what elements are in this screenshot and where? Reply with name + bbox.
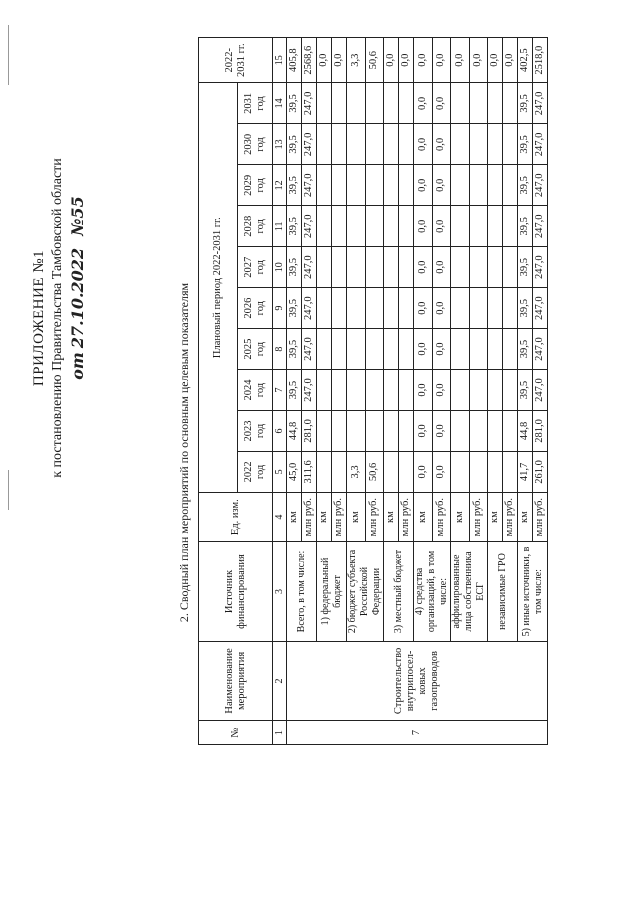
total-cell: 3,3 [347,38,366,83]
value-cell: 247,0 [302,370,317,411]
value-cell [503,124,518,165]
column-number: 1 [273,721,287,745]
value-cell: 50,6 [365,451,384,492]
table-row [451,38,470,745]
unit-cell: км [287,492,302,542]
value-cell: 41,7 [518,451,533,492]
value-cell [347,124,366,165]
value-cell: 3,3 [347,451,366,492]
value-cell: 39,5 [287,329,302,370]
value-cell [332,288,347,329]
value-cell [365,247,384,288]
value-cell: 0,0 [414,329,433,370]
total-cell: 0,0 [399,38,414,83]
value-cell: 281,0 [533,410,548,451]
value-cell: 39,5 [518,124,533,165]
value-cell [317,288,332,329]
value-cell [347,165,366,206]
header-year: 2024 год [238,370,273,411]
value-cell: 44,8 [287,410,302,451]
value-cell: 0,0 [432,288,451,329]
value-cell [384,370,399,411]
value-cell: 247,0 [533,247,548,288]
total-cell: 50,6 [365,38,384,83]
value-cell: 261,0 [533,451,548,492]
value-cell [488,247,503,288]
value-cell [332,247,347,288]
value-cell: 39,5 [287,370,302,411]
value-cell: 0,0 [432,410,451,451]
value-cell: 247,0 [302,329,317,370]
unit-cell: км [488,492,503,542]
value-cell [503,83,518,124]
section-title: 2. Сводный план мероприятий по основным целевым показателям [177,282,191,623]
value-cell [399,329,414,370]
value-cell [332,165,347,206]
date-prefix: от [68,352,87,380]
header-year: 2027 год [238,247,273,288]
value-cell [317,165,332,206]
header-year: 2030 год [238,124,273,165]
unit-cell: км [347,492,366,542]
value-cell [451,370,470,411]
value-cell [469,247,488,288]
value-cell: 0,0 [414,165,433,206]
value-cell: 0,0 [432,247,451,288]
header-year: 2026 год [238,288,273,329]
value-cell [503,288,518,329]
measure-name: Строительство внутрипосел-ковых газопроводов [287,641,548,721]
value-cell [347,288,366,329]
value-cell [332,206,347,247]
header-source: Источник финансирования [199,542,273,641]
value-cell [469,206,488,247]
value-cell [488,329,503,370]
unit-cell: млн руб. [365,492,384,542]
funding-source: 5) иные источники, в том числе: [518,542,548,641]
value-cell: 39,5 [518,370,533,411]
value-cell [384,247,399,288]
unit-cell: млн руб. [503,492,518,542]
row-number: 7 [287,721,548,745]
value-cell [332,124,347,165]
unit-cell: млн руб. [469,492,488,542]
value-cell [365,410,384,451]
value-cell: 39,5 [287,288,302,329]
appendix-subtitle: к постановлению Правительства Тамбовской области [50,158,65,478]
funding-source: 3) местный бюджет [384,542,414,641]
value-cell [488,165,503,206]
value-cell: 0,0 [432,124,451,165]
value-cell [503,329,518,370]
appendix-date-number [69,38,88,598]
total-cell: 0,0 [469,38,488,83]
value-cell: 247,0 [302,247,317,288]
column-number: 7 [273,370,287,411]
value-cell [317,329,332,370]
value-cell [317,451,332,492]
header-year: 2031 год [238,83,273,124]
value-cell: 247,0 [533,288,548,329]
total-cell: 2518,0 [533,38,548,83]
header-num: № [199,721,273,745]
column-number: 14 [273,83,287,124]
value-cell [488,410,503,451]
table-row [384,38,399,745]
value-cell: 44,8 [518,410,533,451]
unit-cell: км [518,492,533,542]
column-number: 8 [273,329,287,370]
column-number: 11 [273,206,287,247]
value-cell [347,329,366,370]
value-cell: 247,0 [302,288,317,329]
value-cell [399,206,414,247]
value-cell [332,83,347,124]
value-cell: 247,0 [533,83,548,124]
value-cell: 39,5 [518,206,533,247]
value-cell: 247,0 [302,83,317,124]
value-cell [365,206,384,247]
value-cell [317,410,332,451]
value-cell: 247,0 [533,370,548,411]
value-cell [384,410,399,451]
value-cell [399,288,414,329]
funding-source: аффилированные лица собственника ЕСГ [451,542,488,641]
value-cell [347,410,366,451]
value-cell: 0,0 [414,288,433,329]
value-cell [317,370,332,411]
value-cell [488,206,503,247]
header-unit: Ед. изм. [199,492,273,542]
value-cell: 0,0 [414,124,433,165]
header-name: Наименование мероприятия [199,641,273,721]
table-row [518,38,533,745]
value-cell [451,206,470,247]
value-cell [384,83,399,124]
document-number: 55 [68,196,87,219]
value-cell [399,247,414,288]
funding-source: 1) федеральный бюджет [317,542,347,641]
table-row [488,38,503,745]
value-cell: 281,0 [302,410,317,451]
value-cell [451,410,470,451]
column-number: 5 [273,451,287,492]
total-cell: 0,0 [432,38,451,83]
value-cell: 39,5 [518,288,533,329]
column-number: 15 [273,38,287,83]
unit-cell: км [384,492,399,542]
value-cell: 0,0 [414,370,433,411]
value-cell: 39,5 [518,165,533,206]
scan-edge-marks [0,0,1,905]
value-cell: 0,0 [432,206,451,247]
value-cell: 0,0 [432,370,451,411]
value-cell [365,288,384,329]
funding-source: независимые ГРО [488,542,518,641]
funding-source: Всего, в том числе: [287,542,317,641]
funding-source: 4) средства организаций, в том числе: [414,542,451,641]
value-cell: 39,5 [287,247,302,288]
value-cell [488,370,503,411]
value-cell [451,165,470,206]
value-cell [384,124,399,165]
total-cell: 2568,6 [302,38,317,83]
value-cell [503,165,518,206]
appendix-header [30,38,88,598]
value-cell [399,165,414,206]
value-cell [469,165,488,206]
table-row [287,38,302,745]
value-cell [503,247,518,288]
value-cell: 39,5 [287,83,302,124]
header-total: 2022-2031 гг. [199,38,273,83]
unit-cell: млн руб. [302,492,317,542]
value-cell [469,329,488,370]
value-cell [365,83,384,124]
value-cell: 247,0 [302,165,317,206]
value-cell [384,165,399,206]
value-cell [399,124,414,165]
value-cell: 39,5 [518,247,533,288]
value-cell [317,206,332,247]
value-cell: 0,0 [432,451,451,492]
value-cell [488,288,503,329]
unit-cell: млн руб. [332,492,347,542]
table-row [317,38,332,745]
header-row-1 [199,38,238,745]
column-number: 10 [273,247,287,288]
total-cell: 0,0 [503,38,518,83]
table-row [347,38,366,745]
value-cell [365,165,384,206]
value-cell: 39,5 [287,165,302,206]
value-cell [399,83,414,124]
value-cell [503,451,518,492]
value-cell [384,288,399,329]
value-cell: 247,0 [302,124,317,165]
header-year: 2025 год [238,329,273,370]
unit-cell: млн руб. [399,492,414,542]
total-cell: 0,0 [317,38,332,83]
value-cell [469,370,488,411]
total-cell: 0,0 [332,38,347,83]
column-number: 4 [273,492,287,542]
value-cell: 0,0 [414,247,433,288]
total-cell: 0,0 [488,38,503,83]
value-cell [469,124,488,165]
value-cell: 39,5 [287,206,302,247]
value-cell: 39,5 [518,329,533,370]
value-cell [347,247,366,288]
value-cell [365,370,384,411]
value-cell: 0,0 [414,451,433,492]
unit-cell: млн руб. [432,492,451,542]
appendix-title: ПРИЛОЖЕНИЕ №1 [31,249,47,387]
column-number: 2 [273,641,287,721]
unit-cell: млн руб. [533,492,548,542]
table-row [414,38,433,745]
value-cell [384,206,399,247]
column-number: 6 [273,410,287,451]
value-cell: 39,5 [287,124,302,165]
value-cell [365,124,384,165]
unit-cell: км [317,492,332,542]
column-number: 12 [273,165,287,206]
total-cell: 402,5 [518,38,533,83]
value-cell: 39,5 [518,83,533,124]
value-cell: 0,0 [432,165,451,206]
document-date: 27.10.2022 [68,247,87,349]
value-cell [469,410,488,451]
value-cell [347,370,366,411]
summary-plan-table [198,37,548,745]
value-cell [451,288,470,329]
value-cell [384,451,399,492]
value-cell: 45,0 [287,451,302,492]
header-year: 2023 год [238,410,273,451]
value-cell [451,247,470,288]
value-cell: 0,0 [414,83,433,124]
header-year: 2028 год [238,206,273,247]
value-cell: 0,0 [432,329,451,370]
value-cell: 311,6 [302,451,317,492]
total-cell: 0,0 [414,38,433,83]
column-number: 9 [273,288,287,329]
value-cell [488,451,503,492]
header-year: 2022 год [238,451,273,492]
value-cell: 247,0 [533,124,548,165]
value-cell: 0,0 [432,83,451,124]
value-cell [384,329,399,370]
value-cell [399,410,414,451]
total-cell: 405,8 [287,38,302,83]
value-cell [317,83,332,124]
total-cell: 0,0 [384,38,399,83]
value-cell [317,247,332,288]
number-prefix: № [68,218,87,236]
value-cell: 247,0 [533,165,548,206]
column-number: 3 [273,542,287,641]
unit-cell: км [414,492,433,542]
value-cell [332,370,347,411]
value-cell [469,451,488,492]
value-cell [347,206,366,247]
value-cell [488,83,503,124]
header-period: Плановый период 2022-2031 гг. [199,83,238,492]
total-cell: 0,0 [451,38,470,83]
value-cell [451,451,470,492]
value-cell [317,124,332,165]
value-cell [469,83,488,124]
value-cell: 0,0 [414,410,433,451]
value-cell [451,124,470,165]
value-cell [332,410,347,451]
funding-source: 2) бюджет субъекта Российской Федерации [347,542,384,641]
column-number: 13 [273,124,287,165]
value-cell [332,451,347,492]
value-cell: 0,0 [414,206,433,247]
value-cell [503,410,518,451]
value-cell [399,451,414,492]
value-cell [332,329,347,370]
column-number-row [273,38,287,745]
value-cell: 247,0 [533,329,548,370]
value-cell [488,124,503,165]
value-cell [451,83,470,124]
value-cell [399,370,414,411]
value-cell [469,288,488,329]
value-cell [365,329,384,370]
value-cell [503,206,518,247]
value-cell: 247,0 [302,206,317,247]
header-year: 2029 год [238,165,273,206]
value-cell: 247,0 [533,206,548,247]
value-cell [451,329,470,370]
value-cell [347,83,366,124]
unit-cell: км [451,492,470,542]
value-cell [503,370,518,411]
